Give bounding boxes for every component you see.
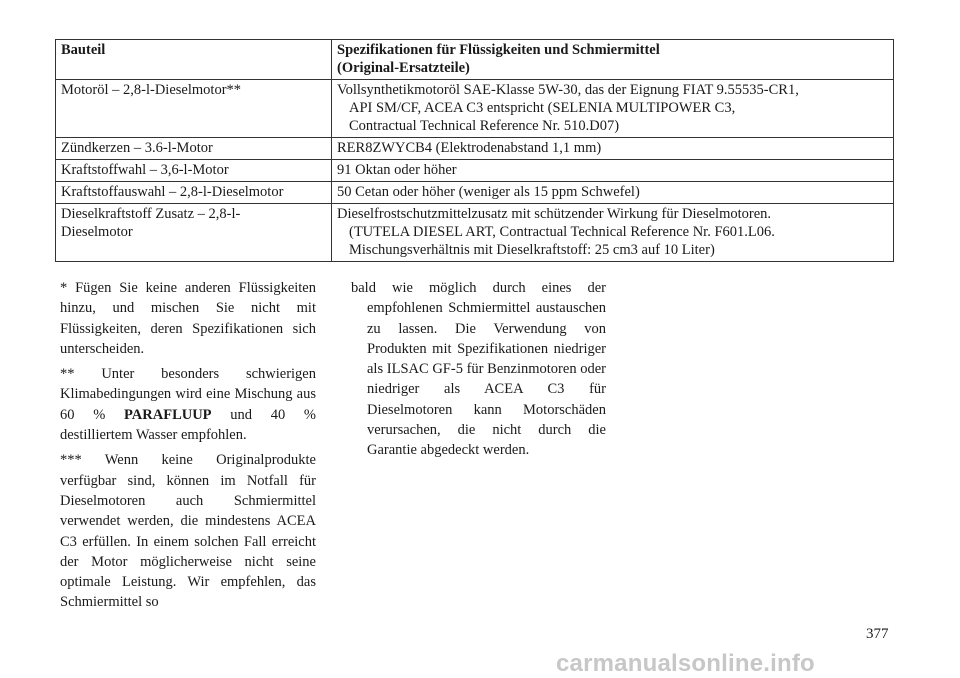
- watermark: carmanualsonline.info: [556, 650, 815, 677]
- row-specification: 91 Oktan oder höher: [332, 160, 894, 182]
- footnote-1: * Fügen Sie keine anderen Flüssigkeiten hinzu, und mischen Sie nicht mit Flüssigkeiten, deren Spezifikationen sich unterscheiden.: [60, 280, 316, 357]
- row-specification: RER8ZWYCB4 (Elektrodenabstand 1,1 mm): [332, 138, 894, 160]
- table-row: [56, 80, 894, 138]
- row-component: Kraftstoffauswahl – 2,8-l-Dieselmotor: [56, 182, 332, 204]
- table-header-row: [56, 40, 894, 80]
- table-row: [56, 182, 894, 204]
- table-row: [56, 204, 894, 262]
- row-component: Kraftstoffwahl – 3,6-l-Motor: [56, 160, 332, 182]
- footnote-3: *** Wenn keine Originalprodukte verfügbar sind, können im Notfall für Dieselmotoren auch Schmiermittel verwendet werden, die mindestens ACEA C3 erfüllen. In einem solchen Fall erreicht der Motor möglicherweise nicht seine optimale Leistung. Wir empfehlen, das Schmiermittel so: [60, 452, 316, 611]
- page-number: 377: [866, 626, 889, 642]
- table-row: [56, 138, 894, 160]
- footnotes-left-column: [60, 278, 316, 618]
- row-specification: 50 Cetan oder höher (weniger als 15 ppm Schwefel): [332, 182, 894, 204]
- footnote-3-continued: empfohlenen Schmiermittel austauschen zu lassen. Die Verwendung von Produkten mit Spezifikationen niedriger als ILSAC GF-5 für Benzinmotoren oder niedriger als ACEA C3 für Dieselmotoren kann Motorschäden verursachen, die nicht durch die Garantie abgedeckt werden.: [367, 300, 606, 459]
- row-specification: Dieselfrostschutzmittelzusatz mit schützender Wirkung für Dieselmotoren. (TUTELA DIESEL ART, Contractual Technical Reference Nr. F601.L06. Mischungsverhältnis mit Dieselkraftstoff: 25 cm3 auf 10 Liter): [332, 204, 894, 262]
- row-component: Zündkerzen – 3.6-l-Motor: [56, 138, 332, 160]
- product-name: PARAFLUUP: [124, 406, 212, 423]
- row-specification: Vollsynthetikmotoröl SAE-Klasse 5W-30, das der Eignung FIAT 9.55535-CR1, API SM/CF, ACEA C3 entspricht (SELENIA MULTIPOWER C3, Contractual Technical Reference Nr. 510.D07): [332, 80, 894, 138]
- footnote-2: ** Unter besonders schwierigen Klimabedingungen wird eine Mischung aus 60 % PARAFLUUP und 40 % destilliertem Wasser empfohlen.: [60, 366, 317, 444]
- row-component: Dieselkraftstoff Zusatz – 2,8-l- Dieselmotor: [56, 204, 332, 262]
- table-row: [56, 160, 894, 182]
- specifications-table: [55, 39, 894, 262]
- row-component: Motoröl – 2,8-l-Dieselmotor**: [56, 80, 332, 138]
- header-specification: Spezifikationen für Flüssigkeiten und Schmiermittel (Original-Ersatzteile): [332, 40, 894, 80]
- footnotes-right-column: [351, 278, 606, 461]
- footnote-3-continued-first-line: bald wie möglich durch eines der: [351, 280, 606, 296]
- header-component: Bauteil: [56, 40, 332, 80]
